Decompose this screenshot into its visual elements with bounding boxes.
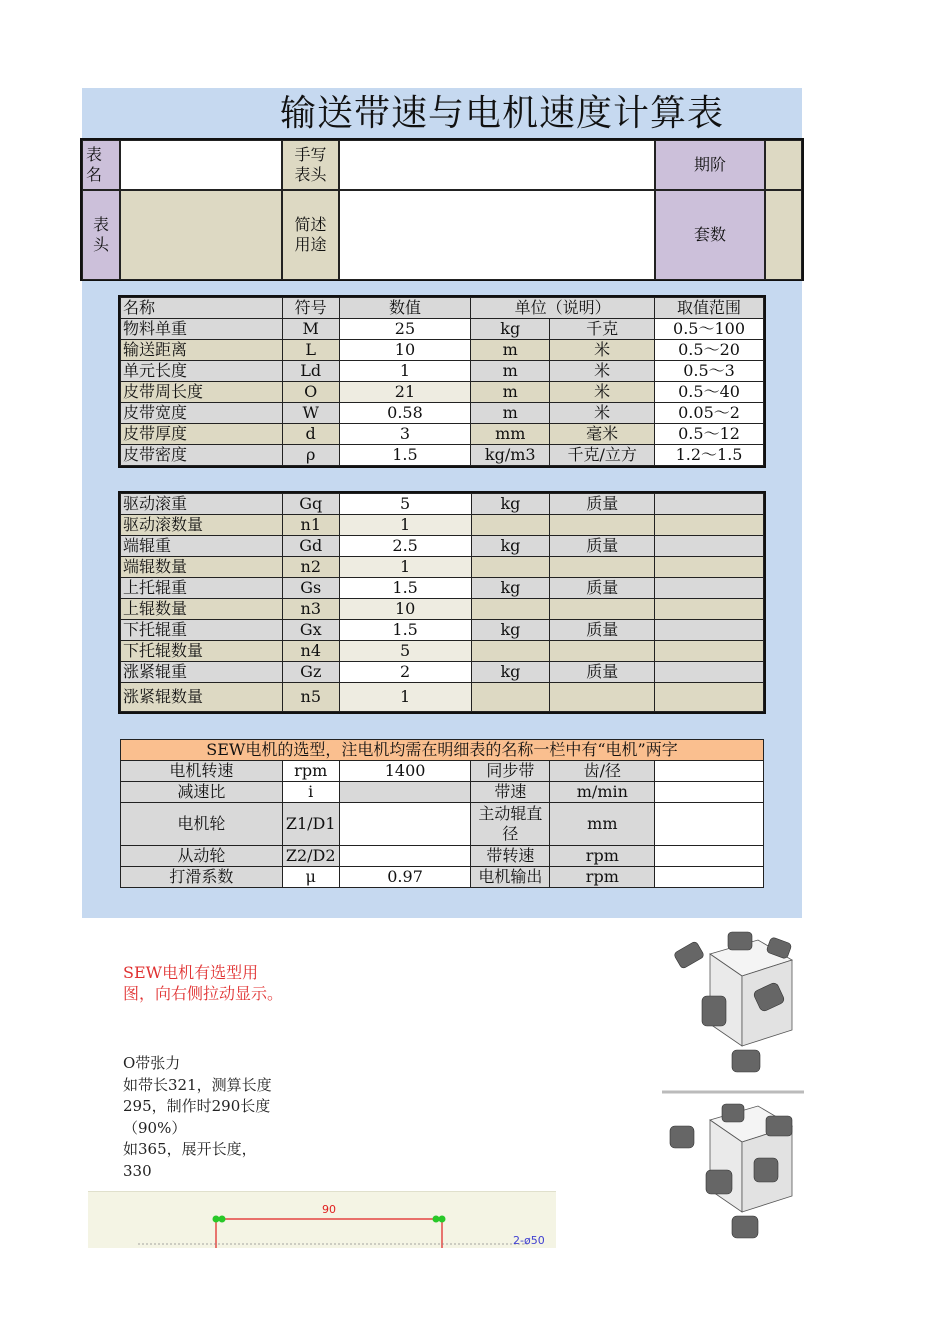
sew-value[interactable]: 0.97 xyxy=(339,867,471,888)
dim-point-icon xyxy=(439,1216,446,1223)
param-name: 物料单重 xyxy=(121,319,283,340)
sew-unit: 齿/径 xyxy=(550,761,655,782)
sew-heading: SEW电机的选型，注电机均需在明细表的名称一栏中有“电机”两字 xyxy=(121,740,764,761)
param-symbol: Ld xyxy=(282,361,339,382)
param-value[interactable]: 0.58 xyxy=(339,403,471,424)
sew-result xyxy=(655,803,764,846)
param-unit: m xyxy=(471,340,550,361)
rollers-table xyxy=(120,493,764,712)
table-row xyxy=(121,340,764,361)
dim-point-icon xyxy=(213,1216,220,1223)
param-symbol: W xyxy=(282,403,339,424)
param-range: 0.5～3 xyxy=(655,361,764,382)
param-name: 皮带宽度 xyxy=(121,403,283,424)
param-range: 0.5～40 xyxy=(655,382,764,403)
roller-name: 上托辊重 xyxy=(121,578,283,599)
roller-value[interactable]: 10 xyxy=(339,599,471,620)
table-row xyxy=(121,846,764,867)
roller-extra xyxy=(655,599,764,620)
param-desc: 米 xyxy=(550,340,655,361)
roller-name: 下托辊重 xyxy=(121,620,283,641)
sew-result xyxy=(655,761,764,782)
roller-value[interactable]: 5 xyxy=(339,641,471,662)
roller-symbol: Gz xyxy=(282,662,339,683)
brief-usage-label: 简述用途 xyxy=(282,190,339,280)
roller-unit xyxy=(471,683,550,712)
param-symbol: ρ xyxy=(282,445,339,466)
sew-label: 从动轮 xyxy=(121,846,283,867)
sew-symbol: Z2/D2 xyxy=(282,846,339,867)
col-range: 取值范围 xyxy=(655,298,764,319)
sets-field[interactable] xyxy=(765,190,802,280)
sew-label-2: 带转速 xyxy=(471,846,550,867)
param-value[interactable]: 1.5 xyxy=(339,445,471,466)
sew-unit: rpm xyxy=(550,846,655,867)
roller-symbol: n4 xyxy=(282,641,339,662)
cad-drawing-svg xyxy=(88,1192,556,1248)
sew-symbol: μ xyxy=(282,867,339,888)
roller-name: 端辊数量 xyxy=(121,557,283,578)
sew-result xyxy=(655,782,764,803)
sew-unit: m/min xyxy=(550,782,655,803)
sew-label: 电机转速 xyxy=(121,761,283,782)
sew-value[interactable] xyxy=(339,803,471,846)
roller-desc: 质量 xyxy=(550,578,655,599)
param-unit: kg xyxy=(471,319,550,340)
table-row xyxy=(121,361,764,382)
roller-desc xyxy=(550,683,655,712)
param-range: 0.5～20 xyxy=(655,340,764,361)
note-line: 如带长321，测算长度295，制作时290长度（90%） xyxy=(123,1075,272,1137)
param-value[interactable]: 25 xyxy=(339,319,471,340)
param-range: 0.5～100 xyxy=(655,319,764,340)
roller-desc xyxy=(550,557,655,578)
table-row xyxy=(121,683,764,712)
param-unit: mm xyxy=(471,424,550,445)
param-desc: 米 xyxy=(550,403,655,424)
sew-heading-row xyxy=(121,740,764,761)
roller-symbol: Gs xyxy=(282,578,339,599)
roller-symbol: n3 xyxy=(282,599,339,620)
roller-extra xyxy=(655,536,764,557)
roller-desc: 质量 xyxy=(550,620,655,641)
tension-note xyxy=(123,1053,283,1182)
roller-value[interactable]: 1.5 xyxy=(339,620,471,641)
roller-desc xyxy=(550,515,655,536)
col-symbol: 符号 xyxy=(282,298,339,319)
cad-drawing xyxy=(88,1191,556,1248)
sew-value[interactable] xyxy=(339,846,471,867)
sew-unit: mm xyxy=(550,803,655,846)
table-name-label: 表名 xyxy=(82,140,120,190)
roller-extra xyxy=(655,557,764,578)
param-unit: m xyxy=(471,382,550,403)
phase-field[interactable] xyxy=(765,140,802,190)
param-value[interactable]: 1 xyxy=(339,361,471,382)
dim-point-icon xyxy=(219,1216,226,1223)
roller-extra xyxy=(655,683,764,712)
sew-unit: rpm xyxy=(550,867,655,888)
roller-symbol: Gq xyxy=(282,494,339,515)
param-unit: m xyxy=(471,403,550,424)
table-row xyxy=(121,620,764,641)
sew-symbol: Z1/D1 xyxy=(282,803,339,846)
table-row xyxy=(121,536,764,557)
sew-label: 减速比 xyxy=(121,782,283,803)
table-row xyxy=(121,599,764,620)
roller-unit xyxy=(471,515,550,536)
handwritten-header-field[interactable] xyxy=(339,140,655,190)
roller-value[interactable]: 1 xyxy=(339,683,471,712)
table-name-field[interactable] xyxy=(120,140,282,190)
sew-result xyxy=(655,846,764,867)
roller-desc xyxy=(550,599,655,620)
sew-result xyxy=(655,867,764,888)
roller-unit xyxy=(471,641,550,662)
sew-note: SEW电机有选型用图，向右侧拉动显示。 xyxy=(123,963,284,1003)
param-desc: 千克/立方 xyxy=(550,445,655,466)
param-name: 皮带厚度 xyxy=(121,424,283,445)
table-row xyxy=(121,445,764,466)
param-desc: 米 xyxy=(550,382,655,403)
table-row xyxy=(121,403,764,424)
handwritten-header-label: 手写表头 xyxy=(282,140,339,190)
param-symbol: O xyxy=(282,382,339,403)
roller-value[interactable]: 5 xyxy=(339,494,471,515)
sew-symbol: i xyxy=(282,782,339,803)
param-unit: m xyxy=(471,361,550,382)
phase-label: 期阶 xyxy=(655,140,765,190)
param-desc: 千克 xyxy=(550,319,655,340)
param-name: 单元长度 xyxy=(121,361,283,382)
roller-name: 涨紧辊数量 xyxy=(121,683,283,712)
roller-extra xyxy=(655,641,764,662)
sets-label: 套数 xyxy=(655,190,765,280)
table-row xyxy=(121,382,764,403)
roller-name: 下托辊数量 xyxy=(121,641,283,662)
sew-value[interactable]: 1400 xyxy=(339,761,471,782)
roller-unit xyxy=(471,557,550,578)
roller-value[interactable]: 1 xyxy=(339,557,471,578)
param-range: 0.5～12 xyxy=(655,424,764,445)
param-desc: 毫米 xyxy=(550,424,655,445)
note-line: O带张力 xyxy=(123,1054,181,1072)
table-row xyxy=(121,867,764,888)
param-value: 21 xyxy=(339,382,471,403)
roller-symbol: Gx xyxy=(282,620,339,641)
header-field[interactable] xyxy=(120,190,282,280)
col-name: 名称 xyxy=(121,298,283,319)
table-row xyxy=(121,319,764,340)
roller-unit xyxy=(471,599,550,620)
roller-value[interactable]: 2.5 xyxy=(339,536,471,557)
sew-label-2: 同步带 xyxy=(471,761,550,782)
sew-label: 打滑系数 xyxy=(121,867,283,888)
param-name: 皮带密度 xyxy=(121,445,283,466)
sew-label: 电机轮 xyxy=(121,803,283,846)
roller-name: 驱动滚重 xyxy=(121,494,283,515)
roller-extra xyxy=(655,578,764,599)
roller-symbol: n5 xyxy=(282,683,339,712)
param-symbol: d xyxy=(282,424,339,445)
roller-value[interactable]: 1 xyxy=(339,515,471,536)
roller-unit: kg xyxy=(471,578,550,599)
roller-extra xyxy=(655,494,764,515)
roller-unit: kg xyxy=(471,662,550,683)
roller-desc: 质量 xyxy=(550,662,655,683)
table-row xyxy=(121,515,764,536)
param-symbol: M xyxy=(282,319,339,340)
roller-symbol: n2 xyxy=(282,557,339,578)
motor-mounting-image xyxy=(662,926,804,1244)
roller-unit: kg xyxy=(471,536,550,557)
brief-usage-field[interactable] xyxy=(339,190,655,280)
param-value[interactable]: 10 xyxy=(339,340,471,361)
params-table xyxy=(120,297,764,466)
param-value[interactable]: 3 xyxy=(339,424,471,445)
param-name: 输送距离 xyxy=(121,340,283,361)
table-row xyxy=(121,424,764,445)
roller-unit: kg xyxy=(471,494,550,515)
sew-symbol: rpm xyxy=(282,761,339,782)
roller-extra xyxy=(655,620,764,641)
roller-value[interactable]: 1.5 xyxy=(339,578,471,599)
note-line: 如365，展开长度，330 xyxy=(123,1140,257,1180)
sew-label-2: 主动辊直径 xyxy=(471,803,550,846)
table-row xyxy=(121,803,764,846)
col-unit: 单位（说明） xyxy=(471,298,655,319)
dim-label: 90 xyxy=(322,1203,336,1216)
roller-desc: 质量 xyxy=(550,494,655,515)
roller-name: 端辊重 xyxy=(121,536,283,557)
sew-label-2: 电机输出 xyxy=(471,867,550,888)
dim-point-icon xyxy=(433,1216,440,1223)
table-row xyxy=(121,557,764,578)
table-row xyxy=(121,494,764,515)
table-row xyxy=(121,761,764,782)
roller-name: 驱动滚数量 xyxy=(121,515,283,536)
roller-symbol: n1 xyxy=(282,515,339,536)
header-label: 表头 xyxy=(82,190,120,280)
roller-name: 涨紧辊重 xyxy=(121,662,283,683)
sew-motor-table xyxy=(120,739,764,888)
param-symbol: L xyxy=(282,340,339,361)
roller-desc: 质量 xyxy=(550,536,655,557)
hole-label: 2-ø50 xyxy=(513,1234,545,1247)
roller-unit: kg xyxy=(471,620,550,641)
roller-desc xyxy=(550,641,655,662)
roller-extra xyxy=(655,515,764,536)
table-row xyxy=(121,578,764,599)
params-header-row xyxy=(121,298,764,319)
page-title: 输送带速与电机速度计算表 xyxy=(279,93,724,134)
roller-value[interactable]: 2 xyxy=(339,662,471,683)
table-row xyxy=(121,641,764,662)
param-range: 0.05～2 xyxy=(655,403,764,424)
sew-label-2: 带速 xyxy=(471,782,550,803)
sew-value[interactable] xyxy=(339,782,471,803)
roller-name: 上辊数量 xyxy=(121,599,283,620)
table-row xyxy=(121,782,764,803)
table-row xyxy=(121,662,764,683)
col-value: 数值 xyxy=(339,298,471,319)
param-desc: 米 xyxy=(550,361,655,382)
param-range: 1.2～1.5 xyxy=(655,445,764,466)
param-unit: kg/m3 xyxy=(471,445,550,466)
roller-symbol: Gd xyxy=(282,536,339,557)
roller-extra xyxy=(655,662,764,683)
param-name: 皮带周长度 xyxy=(121,382,283,403)
